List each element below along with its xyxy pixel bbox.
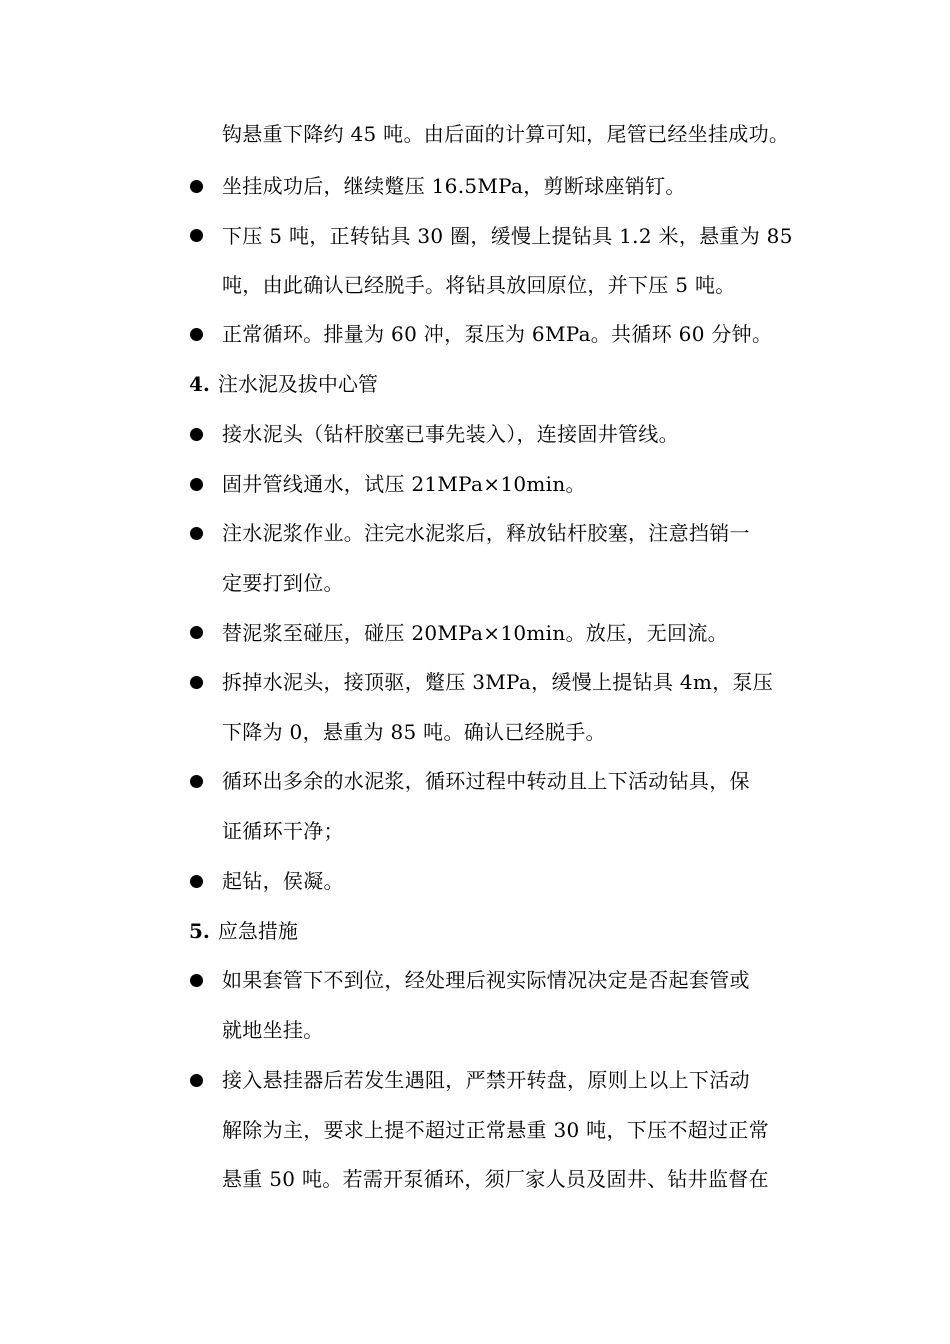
section-title: 应急措施 <box>217 919 298 943</box>
list-item: 接水泥头（钻杆胶塞已事先装入），连接固井管线。 <box>222 422 679 446</box>
list-item-continuation: 悬重 50 吨。若需开泵循环，须厂家人员及固井、钻井监督在 <box>222 1167 769 1191</box>
bullet-icon <box>190 1074 203 1087</box>
bullet-icon <box>190 775 203 788</box>
list-item: 起钻，侯凝。 <box>222 869 344 893</box>
list-item: 固井管线通水，试压 21MPa×10min。 <box>222 472 586 496</box>
list-item: 替泥浆至碰压，碰压 20MPa×10min。放压，无回流。 <box>222 621 728 645</box>
bullet-icon <box>190 229 203 242</box>
list-item: 循环出多余的水泥浆，循环过程中转动且上下活动钻具，保 <box>222 769 750 793</box>
list-item-continuation: 解除为主，要求上提不超过正常悬重 30 吨，下压不超过正常 <box>222 1118 769 1142</box>
list-item: 接入悬挂器后若发生遇阻，严禁开转盘，原则上以上下活动 <box>222 1068 750 1092</box>
bullet-icon <box>190 180 203 193</box>
bullet-icon <box>190 676 203 689</box>
section-number: 4. <box>189 372 210 396</box>
section-number: 5. <box>189 919 210 943</box>
bullet-icon <box>190 328 203 341</box>
list-item: 如果套管下不到位，经处理后视实际情况决定是否起套管或 <box>222 968 750 992</box>
list-item: 下压 5 吨，正转钻具 30 圈，缓慢上提钻具 1.2 米，悬重为 85 <box>222 224 793 248</box>
list-item: 注水泥浆作业。注完水泥浆后，释放钻杆胶塞，注意挡销一 <box>222 521 750 545</box>
section-heading-5 <box>189 917 298 945</box>
bullet-icon <box>190 428 203 441</box>
section-heading-4 <box>189 370 378 398</box>
list-item: 拆掉水泥头，接顶驱，蹩压 3MPa，缓慢上提钻具 4m，泵压 <box>222 670 774 694</box>
bullet-icon <box>190 875 203 888</box>
section-title: 注水泥及拔中心管 <box>217 372 378 396</box>
list-item-continuation: 定要打到位。 <box>222 571 344 595</box>
list-item: 坐挂成功后，继续蹩压 16.5MPa，剪断球座销钉。 <box>222 174 686 198</box>
continuation-line: 钩悬重下降约 45 吨。由后面的计算可知，尾管已经坐挂成功。 <box>222 122 790 146</box>
bullet-icon <box>190 626 203 639</box>
list-item-continuation: 证循环干净； <box>222 819 344 843</box>
bullet-icon <box>190 478 203 491</box>
list-item: 正常循环。排量为 60 冲，泵压为 6MPa。共循环 60 分钟。 <box>222 322 773 346</box>
list-item-continuation: 就地坐挂。 <box>222 1018 324 1042</box>
list-item-continuation: 吨，由此确认已经脱手。将钻具放回原位，并下压 5 吨。 <box>222 273 736 297</box>
list-item-continuation: 下降为 0，悬重为 85 吨。确认已经脱手。 <box>222 720 606 744</box>
bullet-icon <box>190 974 203 987</box>
bullet-icon <box>190 527 203 540</box>
